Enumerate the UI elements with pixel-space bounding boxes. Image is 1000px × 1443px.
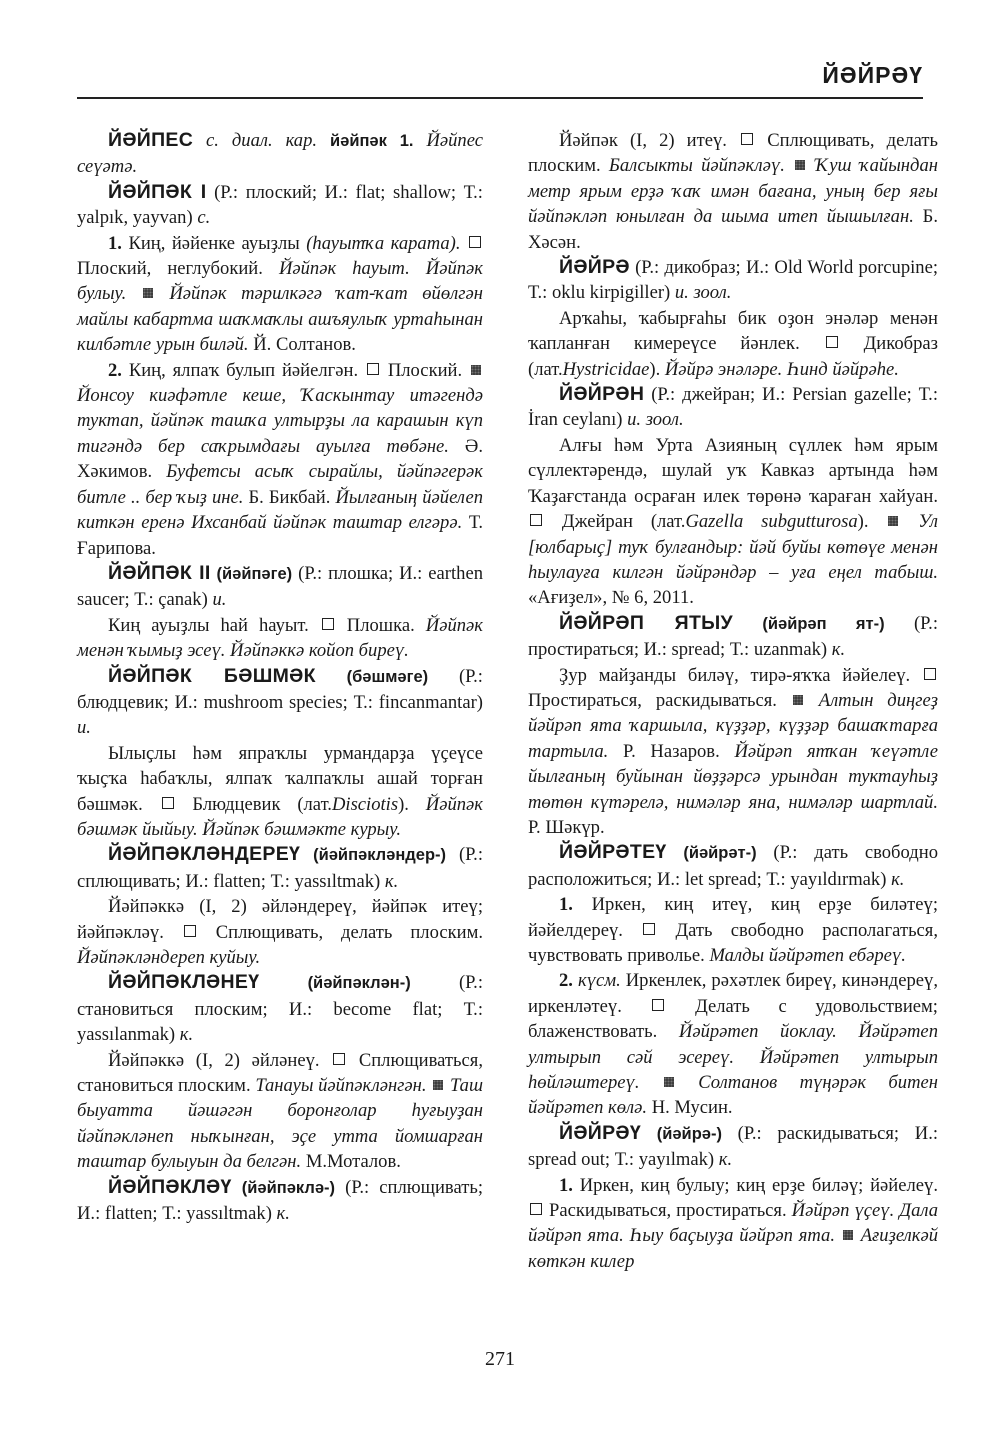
- quotation: Йонсоу киәфәтле кеше, Ҡаскынтау итәгендә туктап, йәйпәк ташҡа ултырҙы ла карашын күп тигәндә бер саҡрымдағы ауылға төбәне.: [77, 385, 483, 457]
- grammatical-form: (йәйрәп ят-): [762, 614, 885, 633]
- definition: Иркен, киң булыу; киң ерҙе биләү; йәйелеү.: [579, 1174, 938, 1196]
- part-of-speech: к.: [831, 639, 846, 661]
- entry-body: [77, 613, 483, 664]
- entry-yayra: [528, 255, 938, 306]
- part-of-speech: и.: [212, 589, 227, 611]
- definition: Киң, ялпаҡ булып йәйелгән.: [128, 359, 359, 381]
- sense-number: 1.: [559, 1174, 573, 1196]
- part-of-speech: к.: [718, 1149, 733, 1171]
- entry-yayrap-yatyu: [528, 611, 938, 663]
- example: Йәйрә энәләре. Һинд йәйрәһе.: [664, 358, 899, 380]
- entry-yaypak-bashmak: [77, 664, 483, 741]
- latin-name: Disciotis: [331, 793, 399, 815]
- example: Малды йәйрәтеп ебәреү.: [709, 945, 906, 966]
- quotation-square-icon: [843, 1230, 853, 1240]
- quotation: Ул [юлбарыҫ] туҡ булғандыр: йәй буйы көтөүе менән һыулауға килгән йәйрәндәр – уға еңел табыш.: [528, 511, 939, 583]
- entry-yaypaklaneu: [77, 970, 483, 1047]
- grammatical-form: (йәйрәт-): [683, 844, 757, 863]
- latin-name: Hystricidae: [562, 358, 650, 380]
- grammatical-form: (бәшмәге): [346, 667, 429, 686]
- russian-equivalent-box-icon: [652, 999, 664, 1011]
- headword: ЙӘЙПӘК II: [108, 561, 211, 584]
- quotation-author: Н. Мусин.: [651, 1097, 733, 1119]
- headword: ЙӘЙРӘН: [559, 383, 645, 406]
- definition: Иркенлек, рәхәтлек биреү, кинәндереү, иркенләтеү.: [528, 970, 938, 1017]
- entry-body: [77, 741, 483, 843]
- translations: (Р.: джейран; И.: Persian gazelle; Т.: İran ceylanı): [528, 384, 938, 431]
- grammatical-form: (йәйрә-): [656, 1124, 722, 1143]
- sense-1: [528, 1173, 938, 1275]
- headword: ЙӘЙРӘП ЯТЫУ: [559, 611, 733, 634]
- running-head: ЙӘЙРӘҮ: [77, 62, 923, 99]
- sense-1: [528, 892, 938, 968]
- quotation-square-icon: [888, 516, 898, 526]
- sense-number: 1.: [108, 232, 122, 254]
- russian-equivalent-close: ).: [857, 511, 869, 533]
- russian-equivalent: Дать свободно располагаться, чувствовать приволье.: [528, 919, 938, 966]
- russian-equivalent-box-icon: [741, 133, 753, 145]
- grammatical-form: (йәйпәге): [216, 564, 293, 583]
- entry-yayratew: [528, 840, 938, 892]
- definition: Йәйпәккә (I, 2) әйләнеү.: [108, 1049, 320, 1071]
- definition: Алғы һәм Урта Азияның сүллек һәм ярым сүллектәрендә, шулай уҡ Кавказ артында һәм Ҡаҙағстанда осраған илек төрөнә ҡараған хайуан.: [528, 434, 938, 507]
- definition: Йәйпәккә (I, 2) әйләндереү, йәйпәк итеү; йәйпәкләү.: [77, 896, 483, 943]
- russian-equivalent: Блюдцевик (лат.: [192, 793, 332, 815]
- russian-equivalent: Раскидываться, простираться.: [549, 1200, 787, 1222]
- part-of-speech: к.: [891, 868, 905, 890]
- entry-body: [528, 663, 938, 841]
- translations: (Р.: становиться плоским; И.: become flat; Т.: yassılanmak): [77, 972, 483, 1046]
- headword: ЙӘЙПЕС: [108, 129, 194, 151]
- quotation: Йәйрәп ятҡан ҡеүәтле йылғаның буйынан йөҙҙәрсә урындан туктауһыҙ төтөн күтәрелә, нимәләр яна, нимәләр шартлай.: [528, 740, 938, 813]
- headword: ЙӘЙРӘТЕҮ: [559, 841, 667, 864]
- russian-equivalent-box-icon: [367, 363, 379, 375]
- quotation: Йәйпәк тәрилкәгә ҡат-ҡат өйөлгән майлы кабартма шаҡмаҡлы ашъяулыҡ уртаһынан килбәтле урын биләй.: [77, 283, 483, 356]
- headword: ЙӘЙРӘ: [559, 256, 630, 279]
- russian-equivalent: Делать с удовольствием; блаженствовать.: [528, 995, 938, 1043]
- entry-body: [528, 306, 938, 382]
- translations: (Р.: плоский; И.: flat; shallow; Т.: yalpık, yayvan): [77, 181, 483, 229]
- headword: ЙӘЙПӘК I: [108, 180, 207, 203]
- example: Балсыкты йәйпәкләү.: [608, 155, 785, 177]
- translations: (Р.: блюдцевик; И.: mushroom species; Т.: fincanmantar): [77, 665, 483, 713]
- definition: Ҙур майҙанды биләү, тирә-яҡҡа йәйелеү.: [559, 664, 911, 686]
- russian-equivalent-box-icon: [162, 797, 174, 809]
- entry-yayrau: [528, 1121, 938, 1173]
- quotation-square-icon: [433, 1080, 443, 1090]
- entry-yaypak-2: [77, 561, 483, 613]
- definition: Киң, йәйенке ауыҙлы: [128, 232, 300, 254]
- example: Йәйрәп үҫеү. Дала йәйрәп ята. Һыу баҫыуҙа йәйрәп ята.: [528, 1200, 938, 1247]
- entry-body: [77, 1048, 483, 1175]
- sense-number: 2.: [559, 970, 573, 992]
- example: Йәйпәкләндереп куйыу.: [77, 947, 261, 968]
- grammatical-form: (йәйпәкләндер-): [313, 846, 447, 865]
- translations: (Р.: раскидываться; И.: spread out; Т.: yayılmak): [528, 1122, 939, 1171]
- russian-equivalent: Простираться, раскидываться.: [528, 689, 777, 711]
- example: Йәйпәк һауыт. Йәйпәк булыу.: [77, 258, 483, 305]
- quotation-source: «Ағиҙел», № 6, 2011.: [528, 587, 694, 609]
- russian-equivalent-box-icon: [322, 618, 334, 630]
- quotation-square-icon: [795, 160, 805, 170]
- part-of-speech: и.: [77, 717, 91, 739]
- entry-body: [77, 894, 483, 970]
- translations: (Р.: сплющивать; И.: flatten; Т.: yassıltmak): [77, 844, 483, 892]
- russian-equivalent-box-icon: [333, 1053, 345, 1065]
- entry-yayran: [528, 382, 938, 433]
- russian-equivalent-box-icon: [469, 236, 481, 248]
- quotation-author: Б. Хәсән.: [528, 206, 938, 253]
- quotation-author: Т. Ғарипова.: [77, 512, 483, 559]
- russian-equivalent: Плоский.: [387, 359, 463, 381]
- right-column: [528, 128, 938, 1274]
- quotation-author: Б. Бикбай.: [248, 486, 331, 508]
- entry-yaypaklanderew: [77, 842, 483, 894]
- entry-yaypaklau: [77, 1175, 483, 1227]
- example: Танауы йәйпәкләнгән.: [255, 1075, 427, 1097]
- usage-label: күсм.: [577, 970, 621, 992]
- grammatical-form: (йәйпәклән-): [307, 974, 411, 993]
- example: Йәйрәтеп йоклау. Йәйрәтеп ултырып сәй эсереү. Йәйрәтеп ултырып һөйләштереү.: [528, 1021, 938, 1094]
- russian-equivalent-box-icon: [643, 923, 655, 935]
- russian-equivalent-box-icon: [530, 514, 542, 526]
- russian-equivalent: Сплющиваться, становиться плоским.: [77, 1049, 483, 1097]
- part-of-speech: к.: [384, 870, 399, 892]
- usage-label: с. диал. кар.: [206, 130, 318, 151]
- page-number: 271: [485, 1348, 515, 1370]
- translations: (Р.: дикобраз; И.: Old World porcupine; Т.: oklu kirpigiller): [528, 257, 938, 304]
- quotation: Ҡуш ҡайындан метр ярым ерҙә ҡаҡ имән бағана, уның бер яғы йәйпәкләп юнылған да шыма итеп йышылған.: [528, 155, 938, 228]
- left-column: [77, 128, 483, 1226]
- headword: ЙӘЙРӘҮ: [559, 1121, 641, 1144]
- definition: Ылыҫлы һәм япраҡлы урмандарҙа үҫеүсе ҡыҫҡа һабаҡлы, ялпаҡ ҡалпаҡлы ашай торған бәшмәк.: [77, 742, 483, 815]
- entry-body: [528, 128, 938, 255]
- russian-equivalent-close: ).: [649, 358, 661, 380]
- russian-equivalent: Сплющивать, делать плоским.: [528, 130, 939, 177]
- translations: (Р.: плошка; И.: earthen saucer; Т.: çanak): [77, 562, 483, 611]
- headword: ЙӘЙПӘКЛӘНЕҮ: [108, 971, 260, 994]
- quotation: Буфетсы асыҡ сырайлы, йәйпәгерәк битле .. бер ҡыҙ ине.: [77, 461, 483, 508]
- grammatical-form: (йәйпәклә-): [241, 1178, 335, 1197]
- example: Йәйпәк бәшмәк йыйыу. Йәйпәк бәшмәкте курыу.: [77, 793, 484, 840]
- definition: Иркен, киң итеү, киң ерҙе биләтеү; йәйелдереү.: [528, 894, 938, 941]
- part-of-speech: и. зоол.: [627, 409, 684, 431]
- russian-equivalent-box-icon: [924, 668, 936, 680]
- gloss: (һауытҡа карата).: [306, 232, 461, 254]
- quotation-author: М.Моталов.: [305, 1151, 401, 1173]
- cross-reference: йәйпәк 1.: [330, 132, 414, 150]
- definition: Киң ауыҙлы һай һауыт.: [108, 614, 309, 636]
- part-of-speech: к.: [276, 1203, 290, 1225]
- russian-equivalent: Сплющивать, делать плоским.: [215, 921, 483, 943]
- russian-equivalent: Плоский, неглубокий.: [77, 258, 263, 280]
- quotation: Алтын диңгеҙ йәйрәп ята ҡаршыла, күҙҙәр, күҙҙәр башаҡтарға тартыла.: [528, 689, 938, 762]
- sense-number: 2.: [108, 359, 122, 381]
- quotation: Йылғаның йәйелеп киткән еренә Ихсанбай йәйпәк таштар елгәрә.: [77, 486, 483, 534]
- quotation-square-icon: [664, 1077, 674, 1087]
- sense-number: 1.: [559, 894, 573, 916]
- russian-equivalent: Джейран (лат.: [561, 511, 686, 533]
- quotation-author: Й. Солтанов.: [253, 334, 356, 356]
- headword: ЙӘЙПӘКЛӘНДЕРЕҮ: [108, 843, 301, 866]
- russian-equivalent-box-icon: [826, 336, 838, 348]
- sense-2: [528, 968, 938, 1120]
- russian-equivalent: Дикобраз (лат.: [528, 333, 938, 380]
- quotation: Таш быуатта йәшәгән боронғолар һуғыуҙан йәйпәкләнеп ныҡынған, эҫе утта йомшарған таштар булыуын да белгән.: [77, 1075, 484, 1173]
- sense-2: [77, 358, 483, 561]
- definition: Арҡаһы, ҡабырғаһы бик оҙон энәләр менән ҡапланған кимереүсе йәнлек.: [528, 307, 938, 355]
- quotation-author: Р. Назаров.: [623, 740, 720, 762]
- quotation: Ағиҙелкәй көткән килер: [528, 1225, 938, 1272]
- headword: ЙӘЙПӘК БӘШМӘК: [108, 664, 316, 687]
- sense-1: [77, 231, 483, 358]
- entry-yaypes: [77, 128, 483, 180]
- part-of-speech: и. зоол.: [674, 282, 732, 304]
- headword: ЙӘЙПӘКЛӘҮ: [108, 1175, 232, 1198]
- example: Йәйпес сеүәтә.: [77, 130, 483, 178]
- entry-yaypak-1: [77, 180, 483, 231]
- russian-equivalent: Плошка.: [346, 614, 415, 636]
- russian-equivalent-box-icon: [184, 925, 196, 937]
- translations: (Р.: дать свободно расположиться; И.: let spread; Т.: yayıldırmak): [528, 842, 938, 890]
- quotation: Солтанов түңәрәк битен йәйрәтеп көлә.: [528, 1072, 938, 1119]
- russian-equivalent-close: ).: [398, 793, 409, 815]
- translations: (Р.: простираться; И.: spread; Т.: uzanmak): [528, 612, 938, 661]
- russian-equivalent-box-icon: [530, 1203, 542, 1215]
- quotation-author: Р. Шәкүр.: [528, 816, 605, 838]
- quotation-author: Ә. Хәкимов.: [77, 435, 483, 483]
- translations: (Р.: сплющивать; И.: flatten; Т.: yassıltmak): [77, 1176, 483, 1225]
- entry-body: [528, 433, 938, 611]
- part-of-speech: с.: [197, 207, 211, 229]
- definition: Йәйпәк (I, 2) итеү.: [559, 130, 727, 151]
- latin-name: Gazella subgutturosa: [685, 511, 858, 533]
- quotation-square-icon: [143, 288, 153, 298]
- quotation-square-icon: [793, 695, 803, 705]
- example: Йәйпәк менән ҡымыҙ эсеү. Йәйпәккә койоп биреү.: [77, 614, 483, 662]
- part-of-speech: к.: [179, 1024, 194, 1046]
- quotation-square-icon: [471, 365, 481, 375]
